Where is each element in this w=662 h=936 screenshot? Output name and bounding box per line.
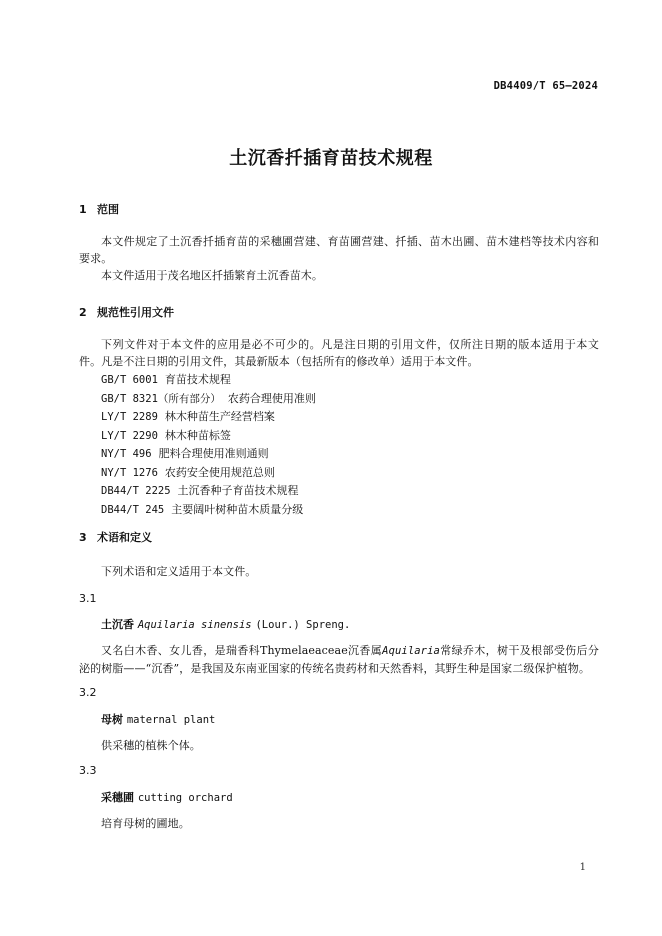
paragraph: 下列文件对于本文件的应用是必不可少的。凡是注日期的引用文件，仅所注日期的版本适用于本文件。凡是不注日期的引用文件，其最新版本（包括所有的修改单）适用于本文件。	[79, 338, 599, 368]
reference-item: NY/T 1276 农药安全使用规范总则	[101, 465, 275, 479]
section-number: 2	[79, 306, 87, 319]
term-number: 3.3	[79, 764, 97, 777]
reference-item: NY/T 496 肥料合理使用准则通则	[101, 447, 269, 460]
section-heading-2	[79, 304, 174, 320]
reference-list	[101, 371, 316, 519]
section-title: 范围	[97, 203, 119, 216]
term-chinese: 土沉香	[101, 618, 134, 631]
page-number: 1	[579, 862, 586, 873]
term-author: (Lour.) Spreng.	[255, 619, 351, 631]
page-title: 土沉香扦插育苗技术规程	[229, 148, 433, 169]
paragraph: 下列术语和定义适用于本文件。	[101, 565, 257, 578]
term-latin-name: Aquilaria sinensis	[137, 619, 252, 631]
reference-item: DB44/T 245 主要阔叶树种苗木质量分级	[101, 502, 304, 516]
section-heading-1	[79, 201, 119, 217]
term-number: 3.2	[79, 686, 97, 699]
paragraph: 本文件规定了土沉香扦插育苗的采穗圃营建、育苗圃营建、扦插、苗木出圃、苗木建档等技术内容和要求。	[79, 235, 599, 265]
term-number: 3.1	[79, 592, 97, 605]
reference-item: DB44/T 2225 土沉香种子育苗技术规程	[101, 484, 299, 497]
section-heading-3	[79, 529, 152, 545]
reference-item: LY/T 2290 林木种苗标签	[101, 428, 231, 442]
term-title	[101, 616, 350, 632]
paragraph: 本文件适用于茂名地区扦插繁育土沉香苗木。	[101, 269, 323, 282]
genus-name: Aquilaria	[382, 645, 440, 657]
term-chinese: 采穗圃	[101, 791, 134, 804]
section-title: 术语和定义	[97, 531, 152, 544]
section-number: 3	[79, 531, 87, 544]
term-definition: 供采穗的植株个体。	[101, 739, 201, 752]
section-number: 1	[79, 203, 87, 216]
document-number: DB4409/T 65—2024	[493, 80, 598, 92]
term-definition: 又名白木香、女儿香，是瑞香科Thymelaeaceae沉香属Aquilaria常绿乔木，树干及根部受伤后分泌的树脂——“沉香”，是我国及东南亚国家的传统名贵药材和天然香料，其野生种是国家二级保护植物。	[79, 644, 599, 675]
reference-item: GB/T 8321（所有部分） 农药合理使用准则	[101, 391, 316, 405]
section-title: 规范性引用文件	[97, 306, 174, 319]
term-title	[101, 711, 215, 727]
term-title	[101, 789, 233, 805]
reference-item: GB/T 6001 育苗技术规程	[101, 373, 231, 386]
term-chinese: 母树	[101, 713, 123, 726]
term-definition: 培育母树的圃地。	[101, 817, 190, 830]
reference-item: LY/T 2289 林木种苗生产经营档案	[101, 410, 275, 423]
term-english: cutting orchard	[137, 792, 233, 804]
term-english: maternal plant	[126, 714, 216, 726]
